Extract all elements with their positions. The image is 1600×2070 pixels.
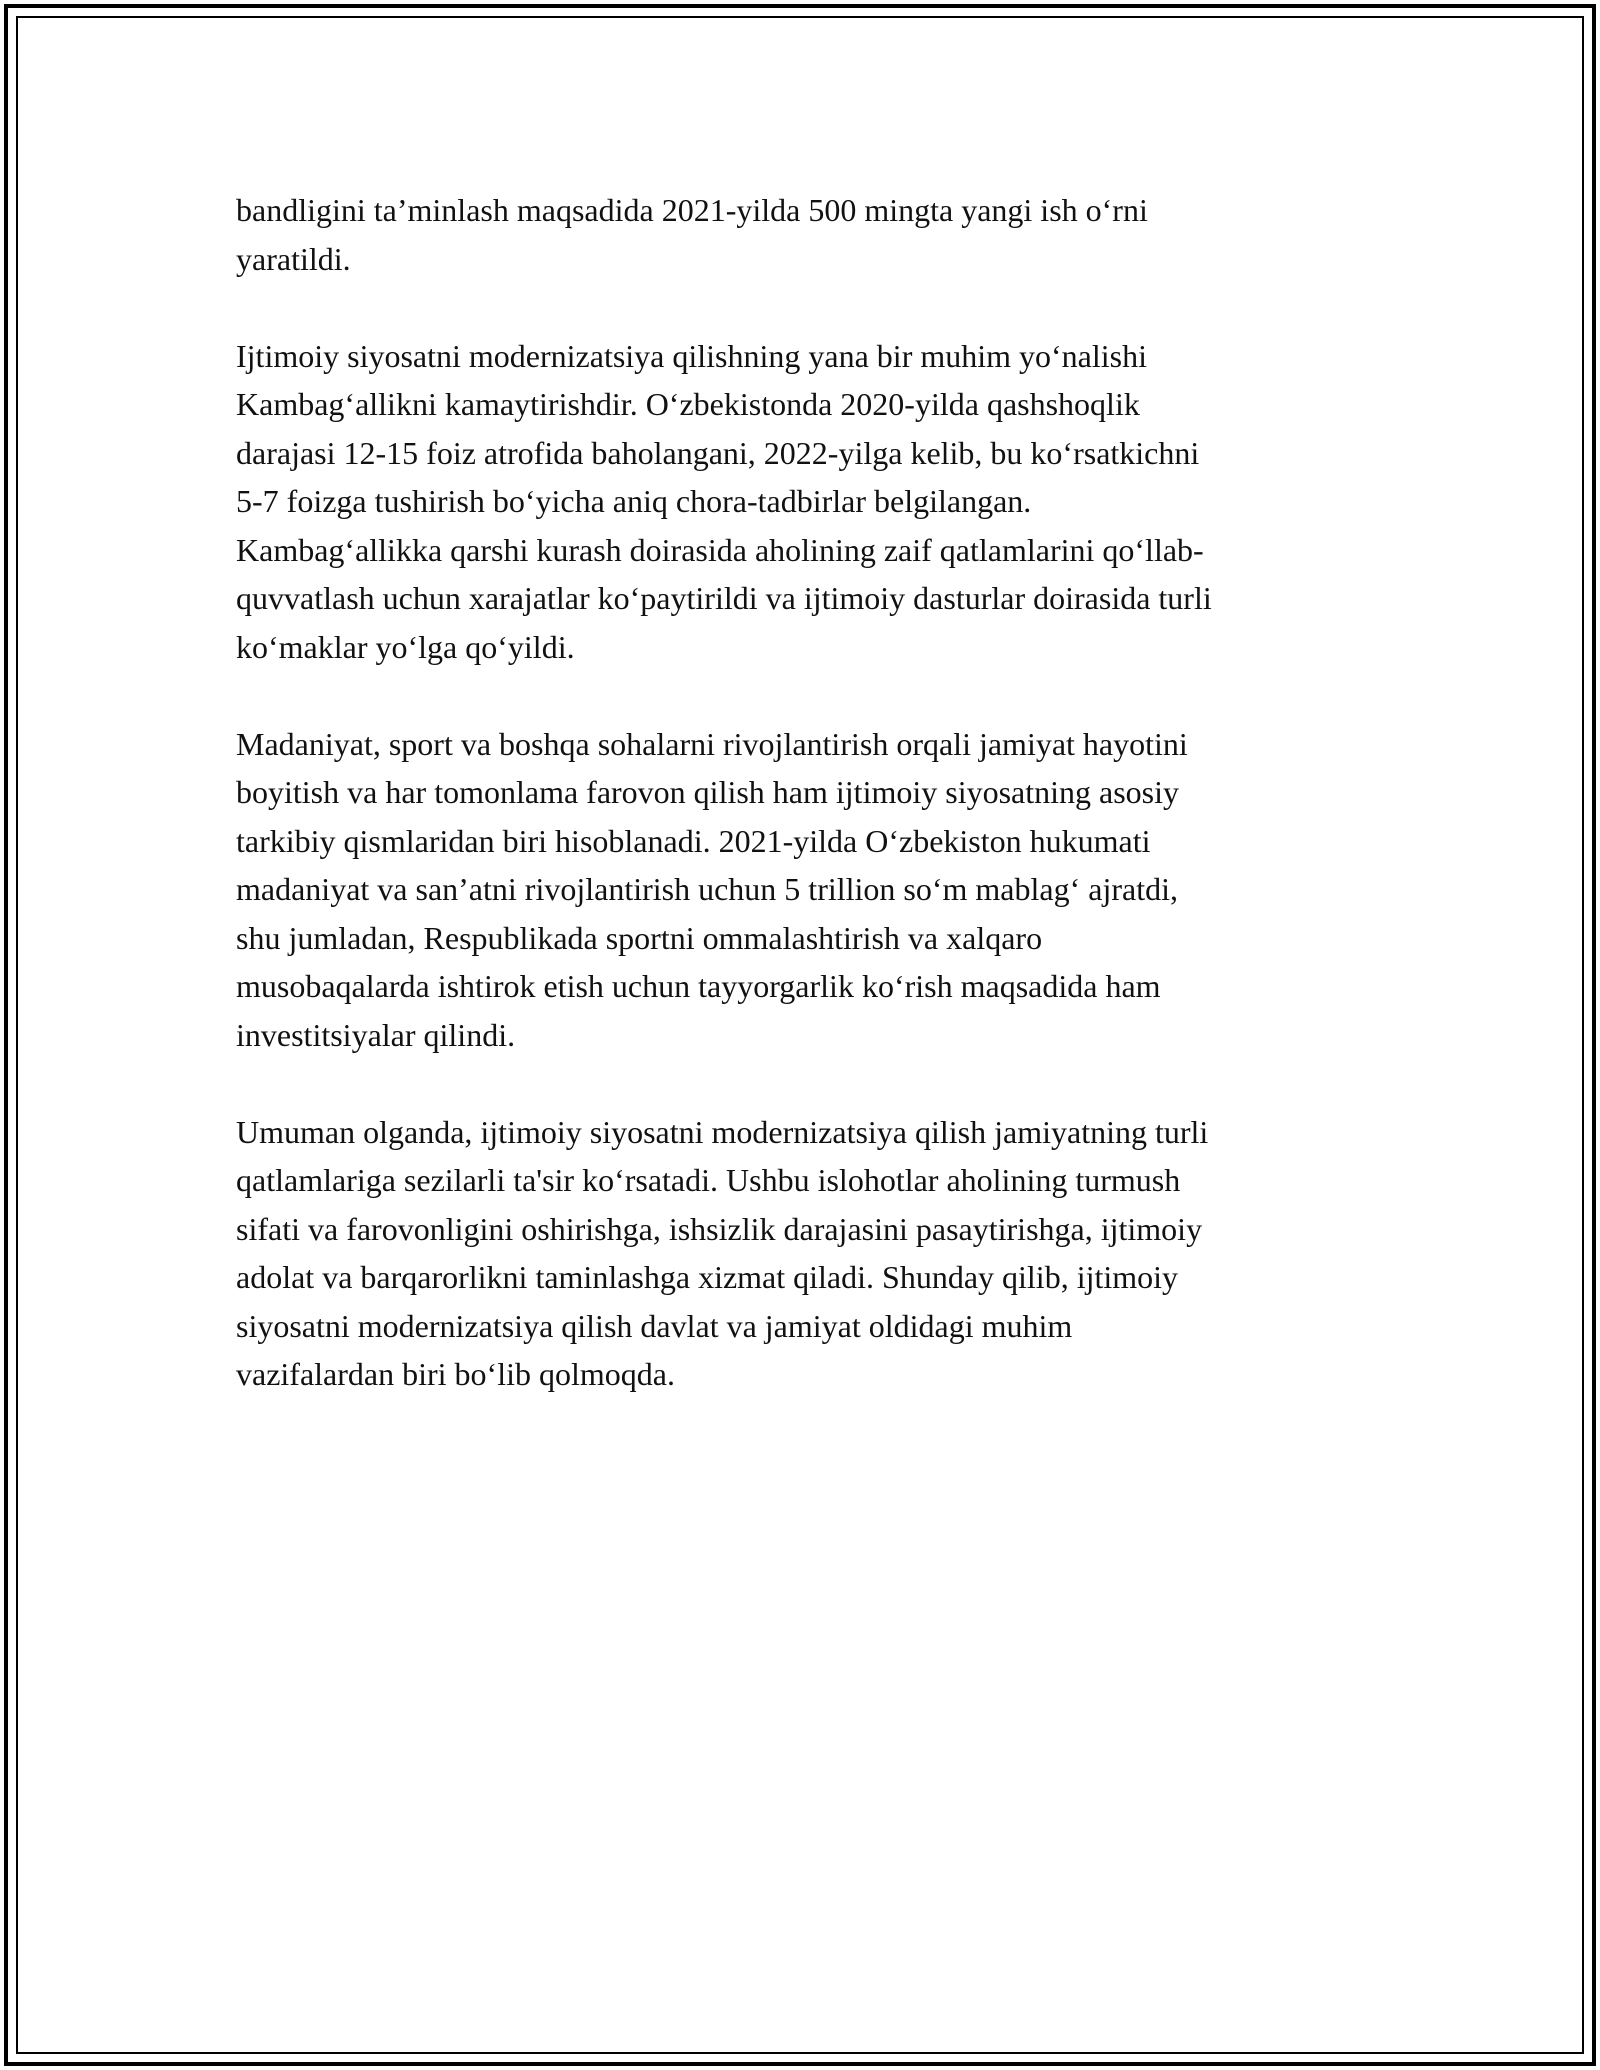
text-line: investitsiyalar qilindi.: [236, 1016, 516, 1053]
text-line: ko‘maklar yo‘lga qo‘yildi.: [236, 628, 575, 665]
text-line: Madaniyat, sport va boshqa sohalarni rivojlantirish orqali jamiyat hayotini: [236, 725, 1188, 762]
text-line: darajasi 12-15 foiz atrofida baholangani, 2022-yilga kelib, bu ko‘rsatkichni: [236, 434, 1200, 471]
text-line: yaratildi.: [236, 240, 351, 277]
text-line: sifati va farovonligini oshirishga, ishsizlik darajasini pasaytirishga, ijtimoiy: [236, 1210, 1203, 1247]
text-line: Ijtimoiy siyosatni modernizatsiya qilishning yana bir muhim yo‘nalishi: [236, 337, 1147, 374]
paragraph-3: [236, 720, 1366, 1060]
paragraph-4: [236, 1108, 1366, 1399]
text-line: qatlamlariga sezilarli ta'sir ko‘rsatadi. Ushbu islohotlar aholining turmush: [236, 1162, 1181, 1198]
text-line: adolat va barqarorlikni taminlashga xizmat qiladi. Shunday qilib, ijtimoiy: [236, 1259, 1179, 1295]
document-body: [236, 186, 1366, 1447]
paragraph-2: [236, 332, 1366, 672]
text-line: Kambag‘allikka qarshi kurash doirasida aholining zaif qatlamlarini qo‘llab-: [236, 531, 1204, 568]
text-line: boyitish va har tomonlama farovon qilish ham ijtimoiy siyosatning asosiy: [236, 774, 1180, 810]
text-line: vazifalardan biri bo‘lib qolmoqda.: [236, 1356, 675, 1392]
paragraph-1: [236, 186, 1366, 283]
text-line: tarkibiy qismlaridan biri hisoblanadi. 2021-yilda O‘zbekiston hukumati: [236, 822, 1151, 859]
text-line: Umuman olganda, ijtimoiy siyosatni modernizatsiya qilish jamiyatning turli: [236, 1113, 1209, 1150]
text-line: madaniyat va san’atni rivojlantirish uchun 5 trillion so‘m mablag‘ ajratdi,: [236, 871, 1178, 907]
text-line: shu jumladan, Respublikada sportni ommalashtirish va xalqaro: [236, 919, 1043, 956]
text-line: siyosatni modernizatsiya qilish davlat va jamiyat oldidagi muhim: [236, 1307, 1073, 1344]
text-line: quvvatlash uchun xarajatlar ko‘paytirildi va ijtimoiy dasturlar doirasida turli: [236, 580, 1212, 616]
text-line: bandligini ta’minlash maqsadida 2021-yilda 500 mingta yangi ish o‘rni: [236, 192, 1148, 228]
text-line: musobaqalarda ishtirok etish uchun tayyorgarlik ko‘rish maqsadida ham: [236, 968, 1161, 1004]
text-line: 5-7 foizga tushirish bo‘yicha aniq chora-tadbirlar belgilangan.: [236, 483, 1032, 519]
text-line: Kambag‘allikni kamaytirishdir. O‘zbekistonda 2020-yilda qashshoqlik: [236, 386, 1140, 422]
